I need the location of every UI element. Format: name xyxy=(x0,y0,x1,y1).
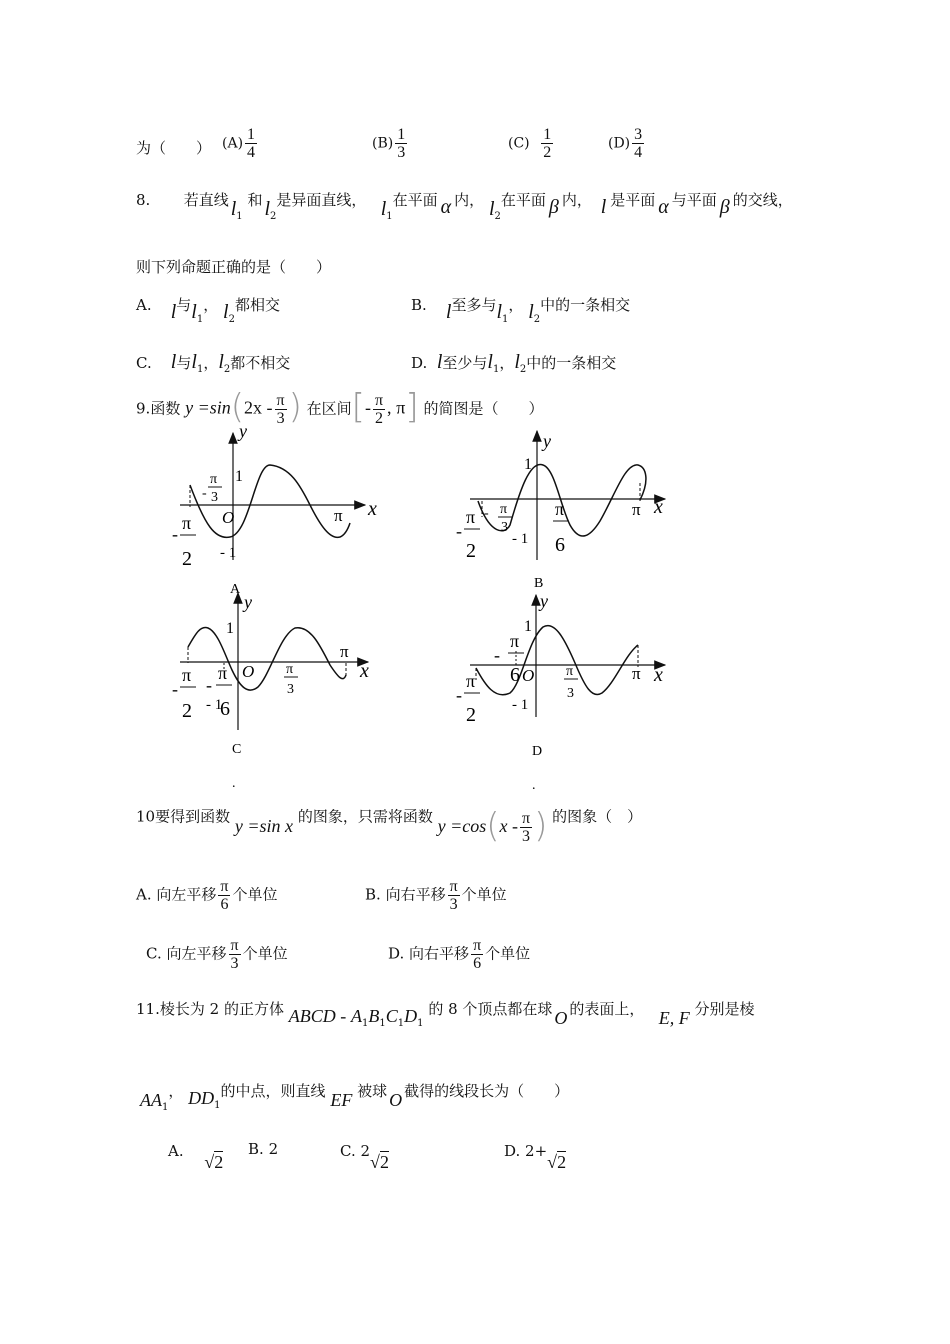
graph-d-pi6-den: 6 xyxy=(510,664,520,686)
graph-c-pi6-den: 6 xyxy=(220,698,230,720)
graph-b-pi: π xyxy=(632,500,641,519)
graph-a-x-label: x xyxy=(368,498,377,520)
q11-stem: 11.棱长为 2 的正方体 ABCD - $A_1B_1C_1D_1$ 的 8 个顶点都在球 O 的表面上， E, F 分别是棱 xyxy=(136,1000,755,1029)
graph-c-neg-mark: - xyxy=(206,675,212,695)
graph-a-origin: O xyxy=(222,508,235,527)
graph-a-pi: π xyxy=(334,506,343,525)
graph-b-pi2-den: 2 xyxy=(466,540,476,562)
graph-a-label: A xyxy=(230,582,241,597)
graph-d-one: 1 xyxy=(524,618,532,635)
q7-option-b: (B) $\frac{1}{3}$ xyxy=(372,126,406,161)
graph-c-pi2-den: 2 xyxy=(182,700,192,722)
graph-b-pi6-num: π xyxy=(555,499,565,519)
graph-b xyxy=(456,431,665,591)
graph-c-pi2-num: π xyxy=(182,665,192,685)
graph-d-pi6-num: π xyxy=(510,631,520,651)
graph-d-dot: . xyxy=(532,778,536,793)
q9-graphs xyxy=(160,425,720,800)
graph-a xyxy=(172,425,377,597)
graph-b-pi3-num: π xyxy=(500,502,508,517)
graph-c-pi6-num: π xyxy=(218,663,228,683)
graph-a-one: 1 xyxy=(235,468,243,485)
graph-c-label: C xyxy=(232,742,242,757)
graph-d-y-label: y xyxy=(540,591,548,611)
q7-prefix: 为（ ） xyxy=(136,139,212,157)
graph-d-pi2-num: π xyxy=(466,671,476,691)
q7-option-d: (D) $\frac{3}{4}$ xyxy=(608,126,643,161)
graph-d-label: D xyxy=(532,744,543,759)
graph-c xyxy=(172,592,369,791)
graph-d-pi3-num: π xyxy=(566,664,574,679)
q10-option-a: A. 向左平移 $\frac{\pi}{6}$ 个单位 xyxy=(136,878,278,913)
graph-c-pi: π xyxy=(340,642,349,661)
graph-c-x-label: x xyxy=(360,660,369,682)
graph-a-pi3-num: π xyxy=(210,472,218,487)
q8-question-line: 则下列命题正确的是（ ） xyxy=(136,258,332,276)
q11-option-a: A. √2 xyxy=(168,1142,224,1172)
graph-b-neg-mark: - xyxy=(484,506,489,521)
q8-option-a: A. l与$l_1$， $l_2$都相交 xyxy=(136,296,280,325)
graph-a-pi2-num: π xyxy=(182,513,192,533)
graph-a-pi3-den: 3 xyxy=(211,490,218,505)
graph-c-dot: . xyxy=(232,776,236,791)
graph-d-pi2-den: 2 xyxy=(466,704,476,726)
graph-c-neg-one: - 1 xyxy=(206,697,223,713)
q8-option-d: D. l至少与$l_1$，$l_2$中的一条相交 xyxy=(411,351,617,375)
graph-c-pi3-num: π xyxy=(286,662,294,677)
graph-a-neg-one: - 1 xyxy=(220,545,237,561)
graph-b-neg-mark2: - xyxy=(456,521,462,541)
graph-d-neg-one: - 1 xyxy=(512,697,529,713)
graph-d-pi: π xyxy=(632,664,641,683)
graph-b-neg-one: - 1 xyxy=(512,531,529,547)
q8-stem: 8. 若直线 $l_1$ 和 $l_2$是异面直线， $l_1$在平面 α 内， $l_2$在平面 β 内， l 是平面 α 与平面 β 的交线， xyxy=(136,191,793,222)
graph-a-neg-mark: - xyxy=(202,486,207,501)
q10-option-b: B. 向右平移 $\frac{\pi}{3}$ 个单位 xyxy=(365,878,507,913)
graph-b-label: B xyxy=(534,576,544,591)
graph-b-y-label: y xyxy=(543,431,551,451)
graph-d-neg-mark: - xyxy=(494,645,500,665)
q8-option-b: B. l至多与$l_1$， $l_2$中的一条相交 xyxy=(411,296,631,325)
graph-c-y-label: y xyxy=(244,592,252,612)
q8-option-c: C. l与$l_1$，$l_2$都不相交 xyxy=(136,351,291,375)
q10-stem: 10要得到函数 y =sin x 的图象，只需将函数 y =cos(x - $\frac{\pi}{3}$ ) 的图象（ ） xyxy=(136,805,643,846)
graph-a-neg-mark2: - xyxy=(172,524,178,544)
graph-b-x-label: x xyxy=(654,496,663,518)
q11-option-b: B. 2 xyxy=(248,1140,279,1158)
q10-option-d: D. 向右平移 $\frac{\pi}{6}$ 个单位 xyxy=(388,937,531,972)
graph-c-origin: O xyxy=(242,662,255,681)
q9-stem: 9.函数 y =sin(2x - $\frac{\pi}{3}$ ) 在区间[- $\frac{\pi}{2}$ , π] 的简图是（ ） xyxy=(136,386,544,427)
graph-d-origin: O xyxy=(522,666,535,685)
q11-option-c: C. 2√2 xyxy=(340,1142,389,1172)
graph-b-pi2-num: π xyxy=(466,507,476,527)
q10-option-c: C. 向左平移 $\frac{\pi}{3}$ 个单位 xyxy=(146,937,288,972)
q11-stem-line2: $AA_1$， $DD_1$的中点，则直线 EF 被球 O 截得的线段长为（ ） xyxy=(140,1082,570,1113)
graph-b-pi3-den: 3 xyxy=(501,520,508,535)
graph-c-pi3-den: 3 xyxy=(287,682,294,697)
graph-d-pi3-den: 3 xyxy=(567,686,574,701)
graph-c-neg-mark2: - xyxy=(172,679,178,699)
graph-d-x-label: x xyxy=(654,664,663,686)
graph-a-y-label: y xyxy=(239,425,247,441)
graph-a-pi2-den: 2 xyxy=(182,548,192,570)
graph-c-one: 1 xyxy=(226,620,234,637)
graph-d-neg-mark2: - xyxy=(456,685,462,705)
graph-d xyxy=(456,591,665,793)
graph-b-one: 1 xyxy=(524,456,532,473)
q11-option-d: D. 2+√2 xyxy=(504,1142,567,1172)
q7-option-a: (A) $\frac{1}{4}$ xyxy=(222,126,256,161)
graph-b-pi6-den: 6 xyxy=(555,534,565,556)
q7-option-c: (C) $\frac{1}{2}$ xyxy=(508,126,552,161)
